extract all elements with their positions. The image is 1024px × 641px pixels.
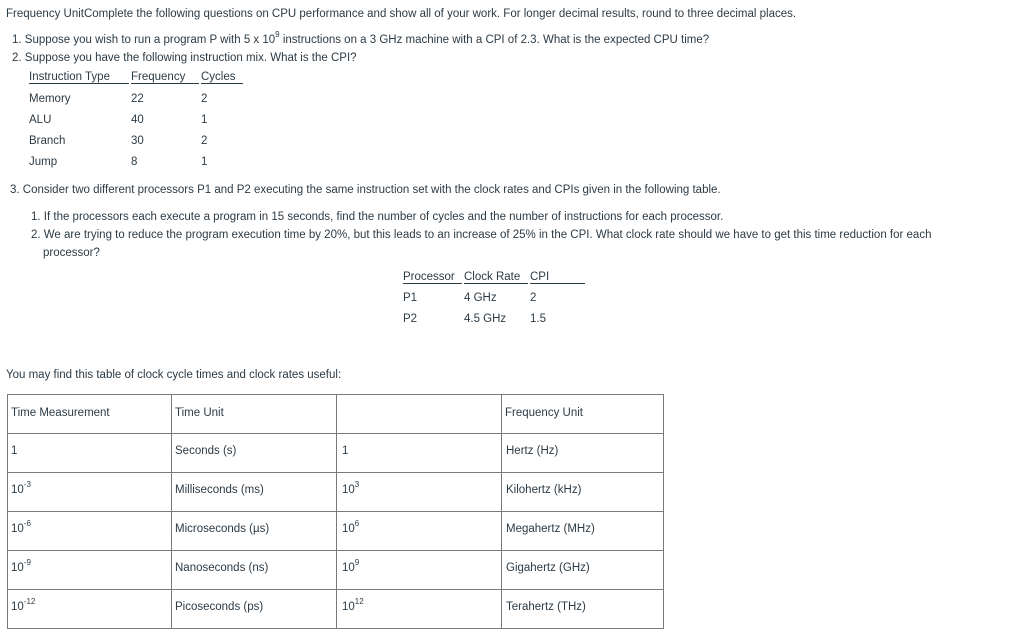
clock-cell-frequency-value: $10^3$	[337, 473, 502, 512]
clock-header-frequency-unit: Frequency Unit	[502, 395, 664, 434]
clock-cell-time-measurement: $10^{-12}$	[8, 590, 172, 629]
clock-cell-time-unit: Microseconds (µs)	[172, 512, 337, 551]
proc-header-clock-rate: Clock Rate	[464, 271, 528, 284]
mix-cell-frequency: 22	[131, 93, 144, 105]
question-3: 3. Consider two different processors P1 and P2 executing the same instruction set with the clock rates and CPIs given in the following table.	[10, 184, 721, 196]
question-1	[12, 30, 710, 46]
clock-cell-frequency-unit: Hertz (Hz)	[502, 434, 664, 473]
clock-header-time-measurement: Time Measurement	[8, 395, 172, 434]
proc-cell-cpi: 1.5	[530, 313, 546, 325]
mix-cell-cycles: 1	[201, 114, 208, 126]
mix-cell-cycles: 1	[201, 156, 208, 168]
clock-cell-frequency-value: $10^9$	[337, 551, 502, 590]
clock-cell-frequency-unit: Kilohertz (kHz)	[502, 473, 664, 512]
table-row	[8, 473, 664, 512]
proc-cell-processor: P2	[403, 313, 418, 325]
clock-cell-time-unit: Milliseconds (ms)	[172, 473, 337, 512]
mix-cell-frequency: 30	[131, 135, 144, 147]
question-1-exponent: 9	[275, 30, 280, 40]
clock-cell-frequency-value: $10^6$	[337, 512, 502, 551]
mix-cell-type: Branch	[29, 135, 66, 147]
clock-cell-time-measurement: 1	[8, 434, 172, 473]
mix-cell-type: Memory	[29, 93, 71, 105]
table-row	[8, 434, 664, 473]
question-3-sub-1: 1. If the processors each execute a program in 15 seconds, find the number of cycles and the number of instructions for each processor.	[31, 211, 724, 223]
clock-cell-time-unit: Nanoseconds (ns)	[172, 551, 337, 590]
clock-table-header-row	[8, 395, 664, 434]
proc-header-processor: Processor	[403, 271, 462, 284]
mix-header-frequency: Frequency	[131, 71, 199, 84]
clock-header-blank	[337, 395, 502, 434]
mix-cell-type: Jump	[29, 156, 58, 168]
mix-header-instruction-type: Instruction Type	[29, 71, 129, 84]
clock-cell-time-unit: Picoseconds (ps)	[172, 590, 337, 629]
clock-table-intro: You may find this table of clock cycle times and clock rates useful:	[6, 369, 342, 381]
table-row	[8, 590, 664, 629]
clock-cell-frequency-unit: Megahertz (MHz)	[502, 512, 664, 551]
clock-table	[7, 394, 664, 629]
proc-cell-cpi: 2	[530, 292, 537, 304]
question-1-prefix: 1. Suppose you wish to run a program P with 5 x 10	[12, 34, 276, 46]
question-3-sub-2-continued: processor?	[43, 247, 100, 259]
clock-cell-time-measurement: $10^{-3}$	[8, 473, 172, 512]
mix-cell-cycles: 2	[201, 135, 208, 147]
question-3-sub-2: 2. We are trying to reduce the program execution time by 20%, but this leads to an increase of 25% in the CPI. What clock rate should we have to get this time reduction for each	[31, 229, 932, 241]
mix-cell-frequency: 8	[131, 156, 138, 168]
proc-cell-clock-rate: 4 GHz	[464, 292, 497, 304]
proc-cell-processor: P1	[403, 292, 418, 304]
proc-cell-clock-rate: 4.5 GHz	[464, 313, 507, 325]
question-1-suffix: instructions on a 3 GHz machine with a CPI of 2.3. What is the expected CPU time?	[279, 34, 710, 46]
clock-cell-frequency-unit: Gigahertz (GHz)	[502, 551, 664, 590]
intro-text: Frequency UnitComplete the following questions on CPU performance and show all of your work. For longer decimal results, round to three decimal places.	[6, 8, 797, 20]
proc-header-cpi: CPI	[530, 271, 585, 284]
table-row	[8, 551, 664, 590]
mix-cell-frequency: 40	[131, 114, 144, 126]
clock-cell-time-unit: Seconds (s)	[172, 434, 337, 473]
clock-cell-frequency-value: 1	[337, 434, 502, 473]
mix-cell-type: ALU	[29, 114, 52, 126]
mix-header-cycles: Cycles	[201, 71, 243, 84]
table-row	[8, 512, 664, 551]
clock-header-time-unit: Time Unit	[172, 395, 337, 434]
clock-cell-frequency-value: $10^{12}$	[337, 590, 502, 629]
clock-cell-time-measurement: $10^{-6}$	[8, 512, 172, 551]
mix-cell-cycles: 2	[201, 93, 208, 105]
clock-cell-time-measurement: $10^{-9}$	[8, 551, 172, 590]
clock-cell-frequency-unit: Terahertz (THz)	[502, 590, 664, 629]
question-2: 2. Suppose you have the following instruction mix. What is the CPI?	[12, 52, 357, 64]
